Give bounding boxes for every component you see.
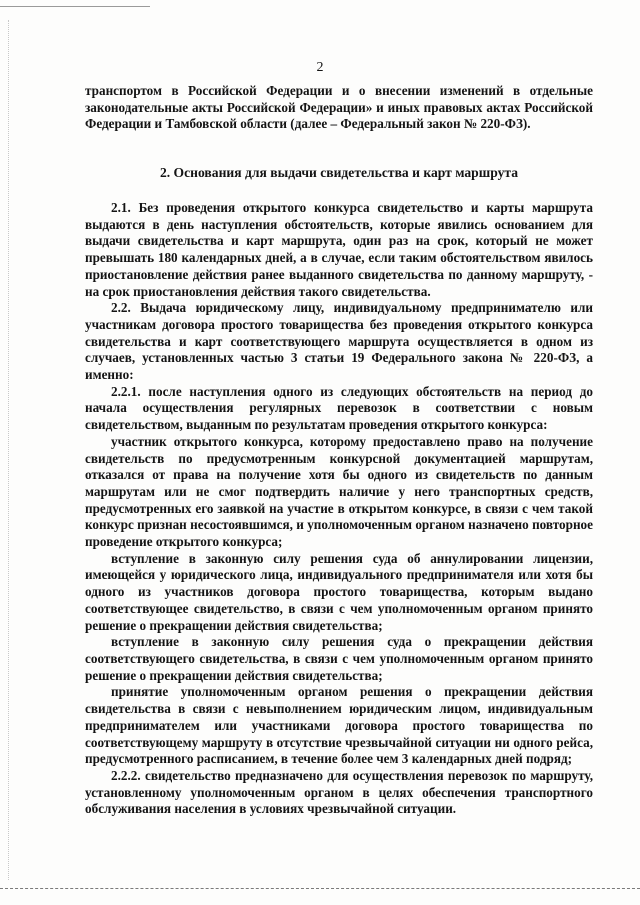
- intro-block: [85, 83, 593, 133]
- body-block: [85, 200, 593, 818]
- page-number: 2: [316, 60, 324, 75]
- paragraph-2-1: 2.1. Без проведения открытого конкурса свидетельство и карты маршрута выдаются в день наступления обстоятельств, которые явились основанием для выдачи свидетельства и карт маршрута, один раз на срок, который не может превышать 180 календарных дней, а в случае, если таким обстоятельством явилось приостановление действия ранее выданного свидетельства по данному маршруту, - на срок приостановления действия такого свидетельства.: [85, 200, 593, 299]
- scan-edge-top: [0, 6, 150, 7]
- intro-paragraph: транспортом в Российской Федерации и о внесении изменений в отдельные законодательные акты Российской Федерации» и иных правовых актах Российской Федерации и Тамбовской области (далее – Федеральный закон № 220-ФЗ).: [85, 83, 593, 132]
- list-item: принятие уполномоченным органом решения о прекращении действия свидетельства в связи с невыполнением юридическим лицом, индивидуальным предпринимателем или участниками договора простого товарищества по соответствующему маршруту в отсутствие чрезвычайной ситуации ни одного рейса, предусмотренного расписанием, в течение более чем 3 календарных дней подряд;: [85, 684, 593, 767]
- scan-edge-bottom: [0, 888, 640, 889]
- list-item: участник открытого конкурса, которому предоставлено право на получение свидетельств по предусмотренным конкурсной документацией маршрутам, отказался от права на получение хотя бы одного из свидетельств по данным маршрутам или не смог подтвердить наличие у него транспортных средств, предусмотренных его заявкой на участие в открытом конкурсе, в связи с чем такой конкурс признан несостоявшимся, и уполномоченным органом назначено повторное проведение открытого конкурса;: [85, 433, 593, 550]
- list-item: вступление в законную силу решения суда о прекращении действия соответствующего свидетельства, в связи с чем уполномоченным органом принято решение о прекращении действия свидетельства;: [85, 634, 593, 683]
- scan-edge-left: [8, 20, 9, 880]
- list-item: вступление в законную силу решения суда об аннулировании лицензии, имеющейся у юридического лица, индивидуального предпринимателя или хотя бы одного из участников договора простого товарищества, которым выдано соответствующее свидетельство, в связи с чем уполномоченным органом принято решение о прекращении действия свидетельства;: [85, 550, 593, 633]
- paragraph-2-2-2: 2.2.2. свидетельство предназначено для осуществления перевозок по маршруту, установленному уполномоченным органом в целях обеспечения транспортного обслуживания населения в условиях чрезвычайной ситуации.: [85, 767, 593, 817]
- paragraph-2-2: 2.2. Выдача юридическому лицу, индивидуальному предпринимателю или участникам договора простого товарищества без проведения открытого конкурса свидетельства и карт соответствующего маршрута осуществляется в одном из случаев, установленных частью 3 статьи 19 Федерального закона № 220-ФЗ, а именно:: [85, 300, 593, 383]
- section-heading: 2. Основания для выдачи свидетельства и карт маршрута: [159, 165, 519, 180]
- paragraph-2-2-1: 2.2.1. после наступления одного из следующих обстоятельств на период до начала осуществления регулярных перевозок в соответствии с новым свидетельством, выданным по результатам проведения открытого конкурса:: [85, 383, 593, 433]
